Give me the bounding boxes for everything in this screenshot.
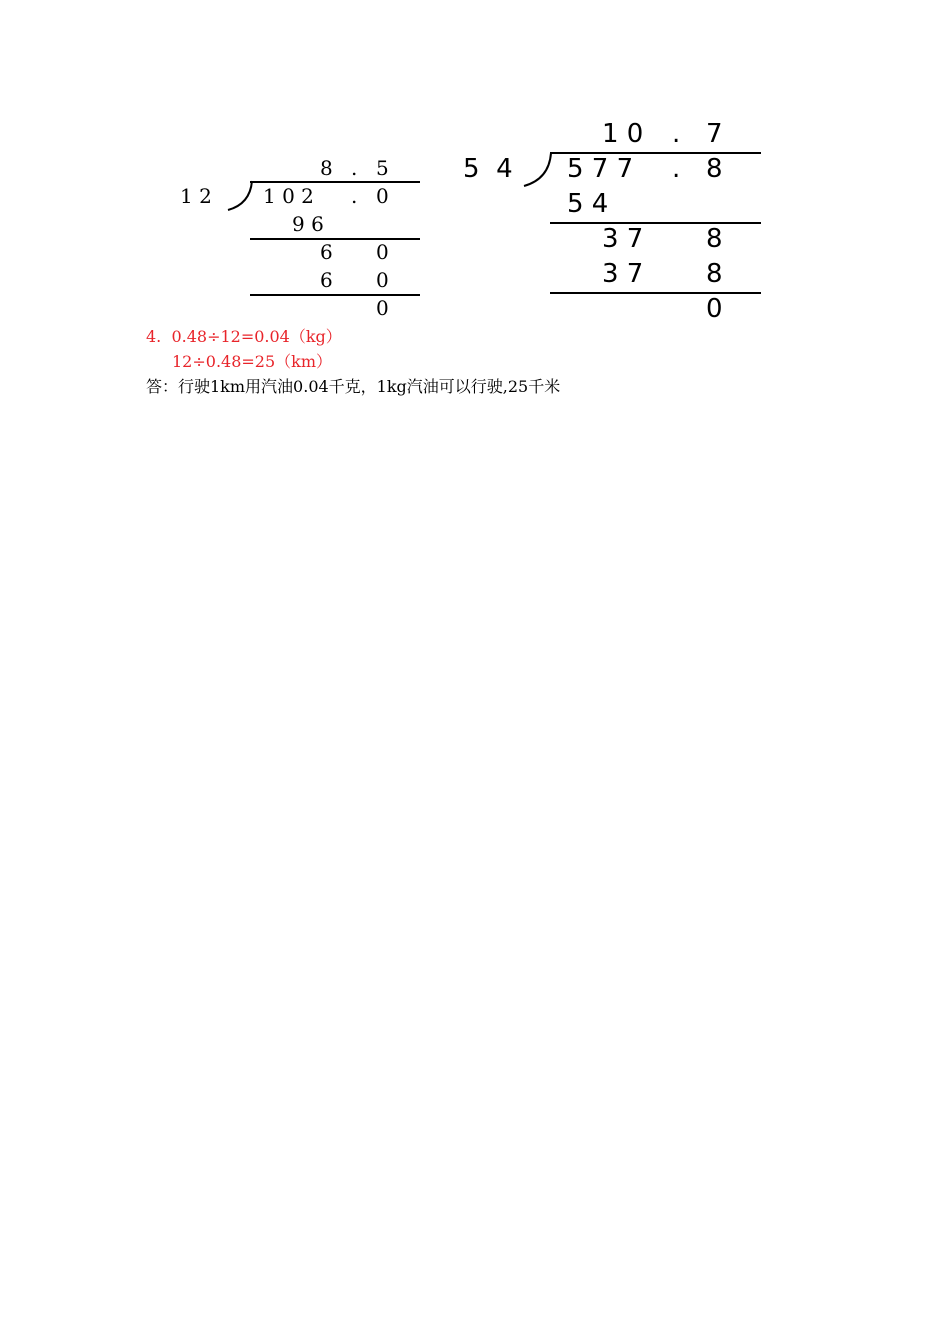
div1-step1-remainder-b: 0 [376, 240, 389, 264]
div1-step1-remainder-a: 6 [320, 240, 333, 264]
div2-divisor: 5 4 [463, 154, 513, 184]
solution-step-1: 4. 0.48÷12=0.04（kg） [146, 327, 342, 346]
div2-step1-remainder-a: 3 7 [602, 224, 644, 254]
div1-dividend-point: . [351, 184, 358, 208]
div1-dividend: 1 0 2 [263, 184, 314, 208]
div1-step1-product: 9 6 [292, 212, 324, 236]
div1-quotient-dec: 5 [376, 156, 389, 180]
div2-rule-2 [550, 292, 761, 294]
div1-dividend-dec: 0 [376, 184, 389, 208]
long-division-2 [0, 0, 950, 330]
div2-step1-product: 5 4 [567, 189, 609, 219]
div2-dividend: 5 7 7 [567, 154, 634, 184]
div2-rule-1 [550, 222, 761, 224]
div1-divisor: 1 2 [180, 184, 212, 208]
div2-step1-remainder-b: 8 [706, 224, 723, 254]
div1-quotient-int: 8 [320, 156, 333, 180]
div2-quotient-int: 1 0 [602, 119, 644, 149]
div2-quotient-point: . [672, 119, 681, 149]
div1-quotient-point: . [351, 156, 358, 180]
div1-final-remainder: 0 [376, 296, 389, 320]
div2-step2-product-a: 3 7 [602, 259, 644, 289]
div2-quotient-dec: 7 [706, 119, 723, 149]
answer-sentence: 答：行驶1km用汽油0.04千克，1kg汽油可以行驶,25千米 [146, 377, 561, 396]
solution-step-2: 12÷0.48=25（km） [172, 352, 333, 371]
div2-step2-product-b: 8 [706, 259, 723, 289]
div2-division-bracket [522, 152, 556, 188]
div1-step2-product-a: 6 [320, 268, 333, 292]
div2-final-remainder: 0 [706, 294, 723, 324]
div2-dividend-point: . [672, 154, 681, 184]
div2-dividend-dec: 8 [706, 154, 723, 184]
div1-step2-product-b: 0 [376, 268, 389, 292]
